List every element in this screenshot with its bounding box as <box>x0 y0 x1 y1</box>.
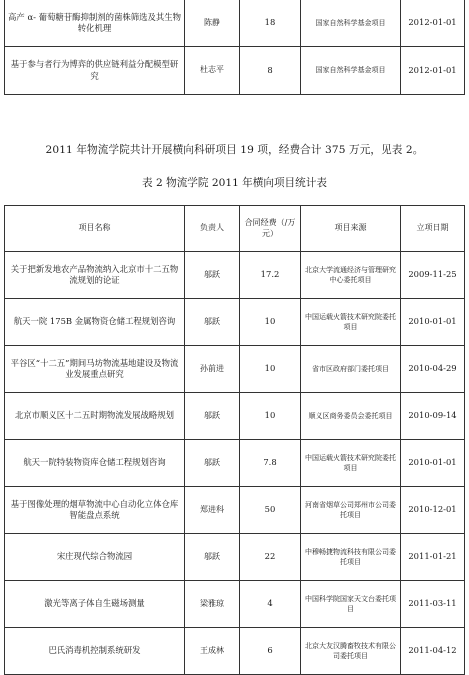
person-cell: 梁雅琼 <box>185 581 240 628</box>
table-row <box>5 440 465 487</box>
fund-cell: 6 <box>240 628 301 675</box>
date-cell: 2011-04-12 <box>401 628 465 675</box>
header-fund: 合同经费（/万元） <box>240 206 301 252</box>
main-table-body <box>5 252 465 675</box>
project-name-cell: 基于图像处理的烟草物流中心自动化立体仓库智能盘点系统 <box>5 487 185 534</box>
table-row <box>5 487 465 534</box>
table-row <box>5 581 465 628</box>
fund-cell: 7.8 <box>240 440 301 487</box>
table-row <box>5 534 465 581</box>
header-source: 项目来源 <box>301 206 401 252</box>
project-name-cell: 航天一院 175B 金属物资仓储工程规划咨询 <box>5 299 185 346</box>
date-cell: 2010-09-14 <box>401 393 465 440</box>
source-cell: 中国科学院国家天文台委托项目 <box>301 581 401 628</box>
continued-table-body <box>5 0 465 95</box>
project-name-cell: 关于把新发地农产品物流纳入北京市十二五物流规划的论证 <box>5 252 185 299</box>
person-cell: 邬跃 <box>185 440 240 487</box>
date-cell: 2012-01-01 <box>401 47 465 95</box>
table-row <box>5 346 465 393</box>
date-cell: 2009-11-25 <box>401 252 465 299</box>
table-row <box>5 628 465 675</box>
table-caption: 表 2 物流学院 2011 年横向项目统计表 <box>142 177 327 189</box>
person-cell: 郑进科 <box>185 487 240 534</box>
project-name-cell: 航天一院特装物资库仓储工程规划咨询 <box>5 440 185 487</box>
person-cell: 邬跃 <box>185 252 240 299</box>
project-name-cell: 高产 α- 葡萄糖苷酶抑制剂的菌株筛选及其生物转化机理 <box>5 0 185 47</box>
person-cell: 孙前进 <box>185 346 240 393</box>
header-project-name: 项目名称 <box>5 206 185 252</box>
source-cell: 河南省烟草公司郑州市公司委托项目 <box>301 487 401 534</box>
person-cell: 杜志平 <box>185 47 240 95</box>
source-cell: 北京大友汉腾畜牧技术有限公司委托项目 <box>301 628 401 675</box>
table-row <box>5 252 465 299</box>
summary-paragraph: 2011 年物流学院共计开展横向科研项目 19 项，经费合计 375 万元，见表 2。 <box>45 144 424 156</box>
table-row <box>5 0 465 47</box>
fund-cell: 10 <box>240 393 301 440</box>
horizontal-projects-table <box>4 205 465 675</box>
person-cell: 邬跃 <box>185 393 240 440</box>
project-name-cell: 平谷区“十二五”期间马坊物流基地建设及物流业发展重点研究 <box>5 346 185 393</box>
source-cell: 顺义区商务委员会委托项目 <box>301 393 401 440</box>
table-header-row <box>5 206 465 252</box>
source-cell: 中穆畅捷物流科技有限公司委托项目 <box>301 534 401 581</box>
person-cell: 陈静 <box>185 0 240 47</box>
project-name-cell: 基于参与者行为博弈的供应链利益分配模型研究 <box>5 47 185 95</box>
project-name-cell: 巴氏消毒机控制系统研发 <box>5 628 185 675</box>
fund-cell: 10 <box>240 299 301 346</box>
source-cell: 中国运载火箭技术研究院委托项目 <box>301 299 401 346</box>
fund-cell: 10 <box>240 346 301 393</box>
person-cell: 邬跃 <box>185 534 240 581</box>
project-name-cell: 宋庄现代综合物流园 <box>5 534 185 581</box>
date-cell: 2010-01-01 <box>401 299 465 346</box>
date-cell: 2010-12-01 <box>401 487 465 534</box>
fund-cell: 8 <box>240 47 301 95</box>
person-cell: 邬跃 <box>185 299 240 346</box>
source-cell: 国家自然科学基金项目 <box>301 0 401 47</box>
continued-project-table <box>4 0 465 95</box>
fund-cell: 50 <box>240 487 301 534</box>
source-cell: 北京大学流通经济与管理研究中心委托项目 <box>301 252 401 299</box>
header-date: 立项日期 <box>401 206 465 252</box>
date-cell: 2011-01-21 <box>401 534 465 581</box>
table-row <box>5 393 465 440</box>
date-cell: 2012-01-01 <box>401 0 465 47</box>
source-cell: 国家自然科学基金项目 <box>301 47 401 95</box>
date-cell: 2010-01-01 <box>401 440 465 487</box>
fund-cell: 4 <box>240 581 301 628</box>
fund-cell: 22 <box>240 534 301 581</box>
date-cell: 2010-04-29 <box>401 346 465 393</box>
project-name-cell: 北京市顺义区十二五时期物流发展战略规划 <box>5 393 185 440</box>
header-person: 负责人 <box>185 206 240 252</box>
source-cell: 中国运载火箭技术研究院委托项目 <box>301 440 401 487</box>
source-cell: 省市区政府部门委托项目 <box>301 346 401 393</box>
table-row <box>5 299 465 346</box>
fund-cell: 17.2 <box>240 252 301 299</box>
date-cell: 2011-03-11 <box>401 581 465 628</box>
table-row <box>5 47 465 95</box>
project-name-cell: 激光等离子体自生磁场测量 <box>5 581 185 628</box>
fund-cell: 18 <box>240 0 301 47</box>
person-cell: 王成林 <box>185 628 240 675</box>
